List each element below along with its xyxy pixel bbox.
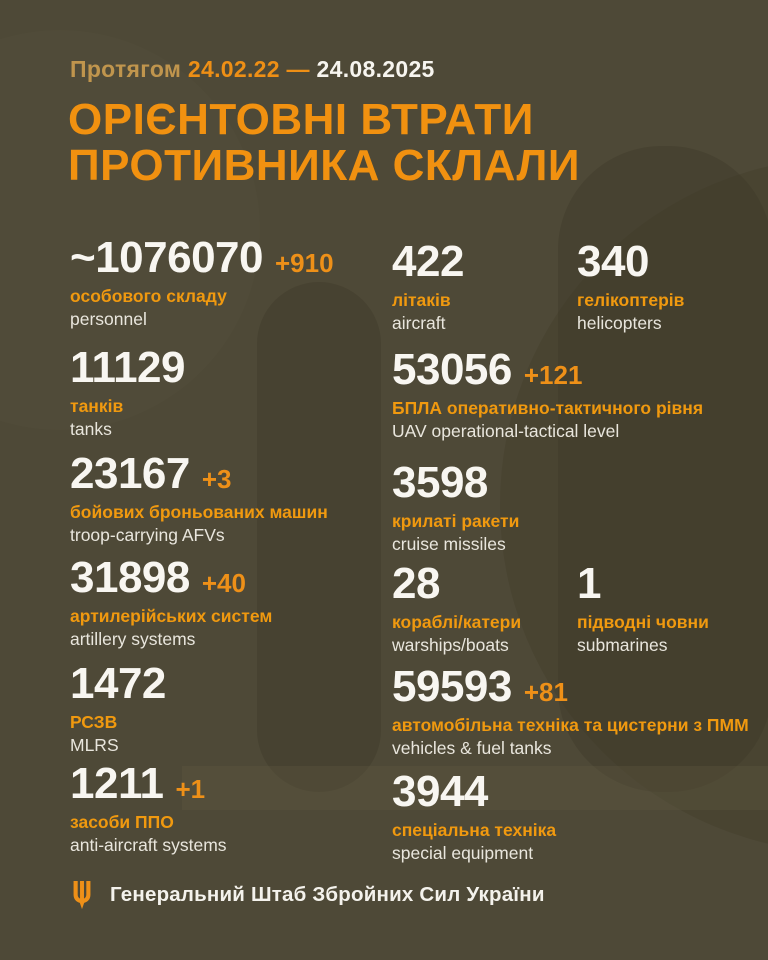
stat-label-en: anti-aircraft systems bbox=[70, 835, 227, 855]
reporting-period bbox=[70, 56, 435, 83]
stat-value: 1472 bbox=[70, 659, 166, 708]
stat-value: 340 bbox=[577, 237, 649, 286]
stat-delta: +81 bbox=[523, 677, 568, 707]
stat-delta: +3 bbox=[201, 464, 232, 494]
stat-value: 31898 bbox=[70, 553, 190, 602]
stat-label-en: tanks bbox=[70, 419, 112, 439]
stat-personnel bbox=[70, 233, 334, 330]
stat-label-ua: кораблі/катери bbox=[392, 612, 522, 632]
stat-label-en: submarines bbox=[577, 635, 668, 655]
stat-submarines bbox=[577, 559, 709, 656]
stat-aircraft bbox=[392, 237, 464, 334]
stat-delta: +910 bbox=[275, 248, 334, 278]
stat-label-en: vehicles & fuel tanks bbox=[392, 738, 552, 758]
stat-label-ua: особового складу bbox=[70, 286, 227, 306]
stat-label-en: personnel bbox=[70, 309, 147, 329]
stat-label-en: UAV operational-tactical level bbox=[392, 421, 620, 441]
stat-label-en: MLRS bbox=[70, 735, 119, 755]
stat-cruise-missiles bbox=[392, 458, 520, 555]
stat-value: 3598 bbox=[392, 458, 488, 507]
stat-mlrs bbox=[70, 659, 166, 756]
title-line-2: ПРОТИВНИКА СКЛАЛИ bbox=[68, 140, 580, 190]
page-title bbox=[68, 97, 580, 189]
stat-value: 53056 bbox=[392, 345, 512, 394]
stat-helicopters bbox=[577, 237, 685, 334]
stat-label-ua: засоби ППО bbox=[70, 812, 174, 832]
period-start-date: 24.02.22 — bbox=[187, 56, 310, 82]
stat-special-equipment bbox=[392, 767, 557, 864]
stat-delta: +40 bbox=[201, 568, 246, 598]
stat-artillery bbox=[70, 553, 273, 650]
stat-value: 422 bbox=[392, 237, 464, 286]
stat-label-en: artillery systems bbox=[70, 629, 196, 649]
stat-afv bbox=[70, 449, 328, 546]
stat-label-en: warships/boats bbox=[392, 635, 509, 655]
stat-label-en: cruise missiles bbox=[392, 534, 506, 554]
period-label: Протягом bbox=[70, 56, 182, 82]
stat-label-ua: спеціальна техніка bbox=[392, 820, 557, 840]
stat-label-ua: крилаті ракети bbox=[392, 511, 520, 531]
stat-label-en: helicopters bbox=[577, 313, 662, 333]
stat-value: 3944 bbox=[392, 767, 488, 816]
title-line-1: ОРІЄНТОВНІ ВТРАТИ bbox=[68, 95, 534, 144]
stat-value: 23167 bbox=[70, 449, 190, 498]
footer bbox=[70, 880, 545, 910]
stat-warships bbox=[392, 559, 522, 656]
stat-value: ~1076070 bbox=[70, 233, 263, 282]
organization-name: Генеральний Штаб Збройних Сил України bbox=[110, 883, 545, 906]
stat-value: 1211 bbox=[70, 759, 164, 808]
tryzub-icon bbox=[70, 880, 94, 910]
stat-label-ua: БПЛА оперативно-тактичного рівня bbox=[392, 398, 704, 418]
stat-uav bbox=[392, 345, 704, 442]
stat-label-en: aircraft bbox=[392, 313, 446, 333]
stat-label-ua: підводні човни bbox=[577, 612, 709, 632]
period-end-date: 24.08.2025 bbox=[316, 56, 435, 82]
stat-label-en: special equipment bbox=[392, 843, 534, 863]
stat-anti-aircraft bbox=[70, 759, 227, 856]
stat-label-ua: літаків bbox=[392, 290, 451, 310]
stat-delta: +121 bbox=[523, 360, 583, 390]
stat-label-en: troop-carrying AFVs bbox=[70, 525, 225, 545]
stat-value: 28 bbox=[392, 559, 440, 608]
stat-label-ua: артилерійських систем bbox=[70, 606, 273, 626]
stat-value: 59593 bbox=[392, 662, 512, 711]
stat-vehicles-fuel bbox=[392, 662, 749, 759]
stat-label-ua: РСЗВ bbox=[70, 712, 118, 732]
stat-label-ua: автомобільна техніка та цистерни з ПММ bbox=[392, 715, 749, 735]
stat-delta: +1 bbox=[175, 774, 206, 804]
stat-label-ua: бойових броньованих машин bbox=[70, 502, 328, 522]
stat-label-ua: танків bbox=[70, 396, 124, 416]
stat-value: 1 bbox=[577, 559, 601, 608]
stat-tanks bbox=[70, 343, 185, 440]
stat-value: 11129 bbox=[70, 343, 185, 392]
stat-label-ua: гелікоптерів bbox=[577, 290, 685, 310]
